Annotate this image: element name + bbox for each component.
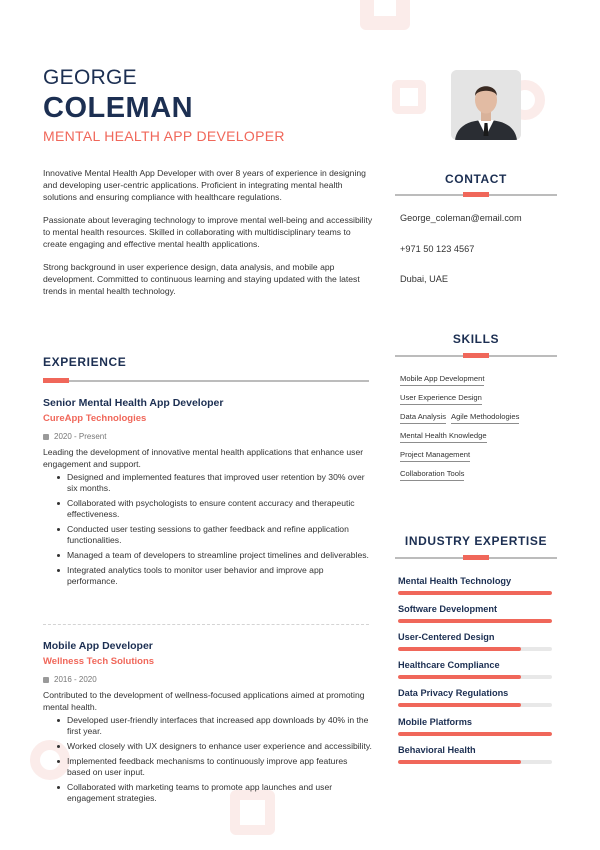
expertise-label: Data Privacy Regulations <box>398 688 509 698</box>
job-bullet: Worked closely with UX designers to enhance user experience and accessibility. <box>57 741 373 752</box>
expertise-bar-fill <box>398 619 552 623</box>
last-name: COLEMAN <box>43 92 194 124</box>
expertise-item <box>398 745 552 764</box>
expertise-bar <box>398 760 552 764</box>
expertise-bar-fill <box>398 760 521 764</box>
expertise-bar-fill <box>398 732 552 736</box>
job-bullet: Designed and implemented features that improved user retention by 30% over six months. <box>57 472 373 494</box>
summary-paragraph: Innovative Mental Health App Developer with over 8 years of experience in designing and developing user-centric applications. Proficient in integrating mental health solutions and ensuring compliance with healthcare regulations. <box>43 168 366 202</box>
expertise-label: Mobile Platforms <box>398 717 473 727</box>
expertise-item <box>398 632 552 651</box>
expertise-label: Healthcare Compliance <box>398 660 500 670</box>
skill-tag: Agile Methodologies <box>451 412 519 424</box>
summary-paragraph: Strong background in user experience design, data analysis, and mobile app development. Committed to continuous learning and staying updated with the latest trends in mental health technology. <box>43 262 360 296</box>
expertise-bar-fill <box>398 675 521 679</box>
profile-photo <box>451 70 521 140</box>
skill-tag: Mobile App Development <box>400 374 484 386</box>
expertise-item <box>398 604 552 623</box>
contact-location: Dubai, UAE <box>400 274 449 284</box>
expertise-bar <box>398 591 552 595</box>
expertise-bar <box>398 675 552 679</box>
expertise-label: Mental Health Technology <box>398 576 512 586</box>
job-company: CureApp Technologies <box>43 413 147 424</box>
job-role: Mobile App Developer <box>43 640 153 652</box>
expertise-item <box>398 688 552 707</box>
first-name: GEORGE <box>43 66 137 89</box>
skill-tag: Collaboration Tools <box>400 469 464 481</box>
calendar-icon <box>43 677 49 683</box>
expertise-label: Behavioral Health <box>398 745 476 755</box>
contact-heading: CONTACT <box>445 172 507 186</box>
job-description: Contributed to the development of wellness-focused applications aimed at promoting mental health. <box>43 690 365 712</box>
industry-expertise-heading: INDUSTRY EXPERTISE <box>404 534 548 548</box>
expertise-bar-fill <box>398 703 521 707</box>
expertise-label: Software Development <box>398 604 498 614</box>
professional-summary <box>43 167 373 308</box>
job-dates <box>43 675 373 684</box>
summary-paragraph: Passionate about leveraging technology to improve mental well-being and accessibility to mental health resources. Skilled in collaborating with multidisciplinary teams to create engaging and effective mental health applications. <box>43 215 373 249</box>
expertise-bar <box>398 703 552 707</box>
job-bullet: Collaborated with marketing teams to promote app launches and user engagement strategies. <box>57 782 373 804</box>
entry-divider <box>43 624 369 625</box>
expertise-bar <box>398 619 552 623</box>
job-bullet: Managed a team of developers to streamline project timelines and deliverables. <box>57 550 373 561</box>
skills-heading: SKILLS <box>452 332 500 346</box>
skills-divider <box>395 355 557 357</box>
job-title: MENTAL HEALTH APP DEVELOPER <box>43 128 285 144</box>
contact-phone[interactable]: +971 50 123 4567 <box>400 244 475 254</box>
skill-tag: User Experience Design <box>400 393 482 405</box>
experience-heading: EXPERIENCE <box>43 355 127 369</box>
job-dates <box>43 432 373 441</box>
expertise-item <box>398 717 552 736</box>
expertise-item <box>398 576 552 595</box>
job-bullet: Collaborated with psychologists to ensure content accuracy and therapeutic effectiveness. <box>57 498 373 520</box>
skill-tag: Data Analysis <box>400 412 446 424</box>
expertise-bar-fill <box>398 591 552 595</box>
expertise-bar <box>398 647 552 651</box>
skills-list <box>400 374 560 488</box>
calendar-icon <box>43 434 49 440</box>
experience-entry <box>43 397 373 591</box>
job-bullet: Developed user-friendly interfaces that increased app downloads by 40% in the first year. <box>57 715 373 737</box>
contact-divider <box>395 194 557 196</box>
job-role: Senior Mental Health App Developer <box>43 397 224 409</box>
job-company: Wellness Tech Solutions <box>43 656 155 667</box>
job-bullet: Conducted user testing sessions to gather feedback and refine application functionalities. <box>57 524 373 546</box>
expertise-label: User-Centered Design <box>398 632 495 642</box>
job-bullets <box>43 472 373 587</box>
expertise-item <box>398 660 552 679</box>
experience-divider <box>43 380 369 382</box>
decorative-shape <box>360 0 410 30</box>
skill-tag: Project Management <box>400 450 470 462</box>
decorative-shape <box>392 80 426 114</box>
industry-expertise-divider <box>395 557 557 559</box>
expertise-bar-fill <box>398 647 521 651</box>
skill-tag: Mental Health Knowledge <box>400 431 487 443</box>
contact-email[interactable]: George_coleman@email.com <box>400 213 522 223</box>
job-bullets <box>43 715 373 804</box>
job-bullet: Implemented feedback mechanisms to continuously improve app features based on user input. <box>57 756 373 778</box>
job-bullet: Integrated analytics tools to monitor user behavior and improve app performance. <box>57 565 373 587</box>
job-dates-text: 2020 - Present <box>54 432 107 441</box>
job-description: Leading the development of innovative mental health applications that enhance user engagement and support. <box>43 447 364 469</box>
experience-entry <box>43 640 373 808</box>
expertise-bar <box>398 732 552 736</box>
job-dates-text: 2016 - 2020 <box>54 675 97 684</box>
